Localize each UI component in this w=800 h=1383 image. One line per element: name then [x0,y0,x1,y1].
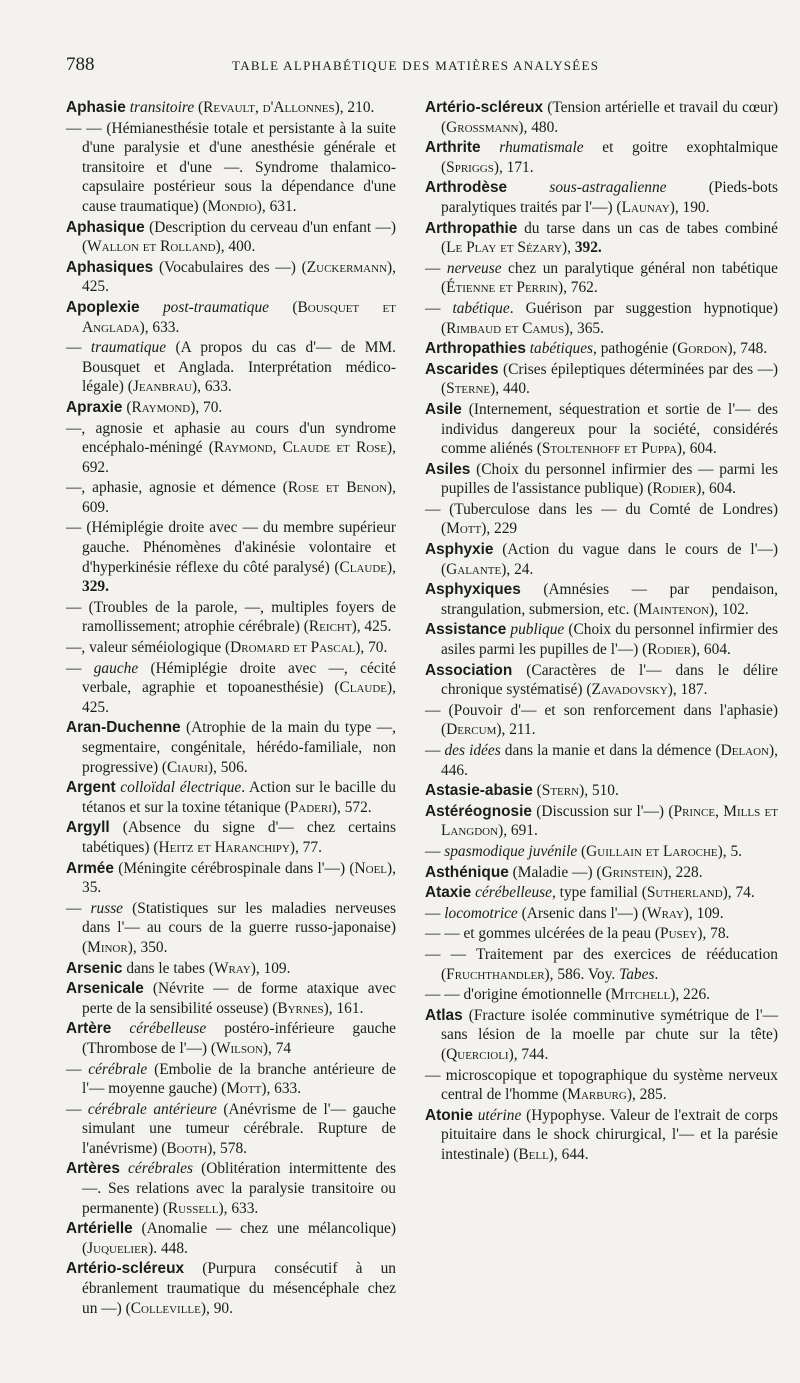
entry-text: cérébrales [128,1160,193,1178]
entry-author: Sterne [446,380,491,398]
entry-author: Noel [354,859,388,877]
entry-text [140,299,163,316]
entry-author: Mitchell [610,986,671,1004]
index-entry [425,1106,778,1165]
index-entry [66,478,396,517]
entry-text: ), 74 [262,1039,292,1057]
index-entry [425,400,778,459]
entry-text: Tabes [619,965,655,983]
page-number: 788 [66,54,95,75]
entry-text: ), 400. [215,238,256,256]
entry-text [481,139,500,156]
index-entry [425,661,778,700]
entry-text: ), 74. [722,884,755,902]
entry-author: Launay [621,198,670,216]
entry-text: (Embolie de la branche antérieure de l'— moyenne gauche) ( [82,1060,396,1098]
entry-text: ), 633. [192,378,232,396]
entry-headword: Atlas [425,1006,463,1024]
index-entry [66,979,396,1018]
entry-text: ), 644. [548,1145,589,1163]
entry-text: ), 425. [351,618,392,636]
entry-author: Wilson [215,1039,263,1057]
entry-headword: Asphyxiques [425,581,521,599]
index-entry [66,899,396,958]
entry-author: Minor [87,938,128,956]
index-entry [425,1006,778,1065]
entry-headword: Artère [66,1020,112,1038]
index-entry [66,119,396,217]
entry-text: (Statistiques sur les maladies nerveuses dans l'— au cours de la guerre russo-japonaise) ( [82,899,396,956]
entry-text: ), 5. [717,842,743,860]
entry-headword: Astasie-abasie [425,782,533,800]
index-entry [66,258,396,297]
entry-text: ), 161. [323,999,364,1017]
entry-text: (Anomalie — chez une mélancolique) ( [82,1220,396,1257]
entry-text: (Arsenic dans l'—) ( [517,904,648,922]
entry-text: (Action du vague dans le cours de l'—) ( [441,541,778,578]
entry-author: Jeanbrau [132,378,193,396]
entry-text: (Choix du personnel infirmier des — parmi les pupilles de l'assistance publique) ( [441,460,778,498]
entry-text: (Vocabulaires des —) ( [153,258,307,276]
index-entry [66,598,396,637]
entry-text: — [425,299,453,317]
entry-author: Zavadovsky [591,681,668,699]
entry-author: Byrnes [277,999,324,1017]
index-entry [425,945,778,984]
entry-author: Wray [213,959,251,977]
entry-text: — — (Hémianesthésie totale et persistante à la suite d'une paralysie et d'une anesthésie générale et transitoire et d'une —. Syndrome thalamico-capsulaire postérieur sous la dépendance d'une cause traumatique) ( [66,119,396,215]
index-entry [425,741,778,780]
entry-headword: Artérielle [66,1220,133,1238]
entry-text: — [66,1060,89,1078]
entry-text: (Description du cerveau d'un enfant —) ( [82,218,396,256]
entry-text: —, aphasie, agnosie et démence ( [66,479,288,497]
entry-author: Le Play et Sézary [446,239,563,257]
entry-text: cérébrale antérieure [87,1100,217,1118]
entry-text: tabétiques [529,340,594,358]
entry-text: ), 744. [508,1045,549,1063]
entry-author: Stern [541,782,580,800]
entry-text: ), 633. [218,1199,259,1217]
entry-author: Rodier [647,641,692,659]
entry-text: postéro-inférieure gauche (Thrombose de l'—) ( [82,1020,396,1057]
entry-author: Claude [339,558,388,576]
entry-headword: Artério-scléreux [425,99,544,116]
entry-text: utérine [477,1106,522,1124]
index-entry [425,904,778,924]
entry-headword: Apoplexie [66,298,140,316]
entry-headword: Asthénique [425,863,509,881]
entry-author: Sutherland [646,884,723,902]
entry-headword: Argent [66,779,116,797]
entry-text: dans la manie et dans la démence ( [500,742,721,759]
entry-text: (Absence du signe d'— chez certains tabétiques) ( [82,819,396,856]
index-entry [66,778,396,817]
index-entry [66,1219,396,1258]
entry-text: ), 748. [727,340,768,358]
entry-text: — [66,339,91,357]
entry-text: ), 446. [441,742,778,779]
index-entry [425,360,778,399]
index-entry [425,883,778,903]
entry-headword: Armée [66,859,114,877]
entry-author: Revault, d'Allonnes [203,99,335,116]
entry-headword: Asiles [425,460,471,478]
entry-text: (Névrite — de forme ataxique avec perte de la sensibilité osseuse) ( [82,980,396,1017]
entry-text: . Action sur le bacille du tétanos et sur la toxine tétanique ( [82,779,396,816]
entry-text: ), 90. [200,1299,233,1317]
entry-text: 392. [574,239,602,257]
entry-author: Claude [339,679,388,697]
entry-text: ), [387,558,396,576]
entry-text: ), 365. [564,319,604,337]
entry-text: ), 572. [331,798,372,816]
entry-text [111,1020,129,1037]
entry-author: Ciauri [167,758,208,776]
entry-headword: Aphasie [66,99,126,116]
entry-text: cérébelleuse [129,1020,207,1038]
entry-text: ), 210. [334,99,375,116]
entry-headword: Arsenic [66,959,123,977]
entry-text: et goitre exophtalmique ( [441,139,778,176]
entry-headword: Aphasiques [66,258,154,276]
entry-headword: Association [425,661,513,679]
entry-author: Juquelier [87,1239,149,1257]
index-entry [66,1060,396,1099]
entry-text: ), 350. [127,938,168,956]
entry-headword: Asphyxie [425,541,494,559]
entry-text: ), 425. [82,679,396,716]
entry-text: ), 633. [261,1080,302,1098]
entry-text: russe [90,899,124,917]
entry-author: Marburg [567,1086,627,1104]
entry-text: (Pieds-bots paralytiques traités par l'—) ( [441,179,778,216]
entry-author: Guillain et Laroche [586,842,718,860]
index-entry [425,781,778,801]
entry-text: — (Pouvoir d'— et son renforcement dans l'aphasie) ( [425,701,778,739]
entry-author: Maintenon [638,600,709,618]
entry-text: (Hémiplégie droite avec —, cécité verbale, agraphie et topoanesthésie) ( [82,659,396,697]
entry-text: dans le tabes ( [122,959,214,977]
entry-text: (Atrophie de la main du type —, segmentaire, congénitale, hérédo-familiale, non progressive) ( [82,719,396,776]
entry-text: ), 762. [557,279,598,297]
entry-author: Rose et Benon [287,479,388,497]
entry-text: ), 633. [139,318,180,336]
index-entry [66,419,396,478]
entry-author: Spriggs [446,158,494,176]
entry-headword: Ascarides [425,360,499,378]
entry-text: locomotrice [444,904,518,922]
index-entry [425,339,778,359]
index-entry [425,842,778,862]
entry-author: Gordon [677,340,728,358]
entry-text: ), 691. [498,822,538,840]
entry-text: ), 510. [579,782,619,800]
index-entry [425,460,778,499]
entry-text: (Méningite cérébrospinale dans l'—) ( [113,859,355,877]
entry-text: colloïdal électrique [120,779,242,797]
entry-author: Mott [226,1080,262,1098]
entry-text: ), 70. [355,639,388,657]
entry-text: ), 190. [669,198,710,216]
entry-author: Booth [166,1139,208,1157]
entry-text: ), 109. [683,904,724,922]
entry-headword: Arthropathies [425,340,526,358]
index-entry [66,659,396,718]
entry-text: — [425,259,447,277]
entry-text: (Amnésies — par pendaison, strangulation, submersion, etc. ( [441,581,778,618]
entry-text: ), 604. [676,440,717,458]
index-entry [66,1259,396,1318]
entry-text: — [66,899,91,917]
entry-text: ), 70. [190,398,223,416]
index-entry [66,638,396,658]
entry-text: des idées [444,742,501,759]
entry-text: ), [562,239,575,257]
entry-text: ), 440. [490,380,530,398]
entry-text: — [425,742,445,759]
entry-headword: Artério-scléreux [66,1260,185,1278]
index-entry [425,863,778,883]
entry-text: (Choix du personnel infirmier des asiles parmi les pupilles de l'—) ( [441,621,778,659]
entry-text: (A propos du cas d'— de MM. Bousquet et Anglada. Interprétation médico-légale) ( [82,339,396,396]
entry-text: ), 78. [697,925,730,943]
entry-text: (Crises épileptiques déterminées par des —) ( [441,360,778,398]
index-entry [66,718,396,777]
entry-author: Quercioli [446,1045,509,1063]
entry-text: (Hypophyse. Valeur de l'extrait de corps pituitaire dans le shock chirurgical, l'— et la parésie intestinale) ( [441,1106,778,1163]
index-entry [425,259,778,298]
entry-text: ( [269,298,298,316]
entry-author: Raymond [131,398,191,416]
entry-text: ), 109. [250,959,291,977]
entry-author: Raymond, Claude et Rose [213,439,388,457]
entry-text: — (Tuberculose dans les — du Comté de Londres) ( [425,500,778,538]
entry-text: — — Traitement par des exercices de rééducation ( [425,945,778,983]
entry-text: . Guérison par suggestion hypnotique) ( [441,299,778,337]
entry-text: (Discussion sur l'—) ( [531,802,674,820]
index-entry [425,924,778,944]
entry-text: publique [510,621,565,639]
entry-text: — [425,842,445,860]
index-entry [66,518,396,596]
index-entry [66,1159,396,1218]
left-column [66,98,396,1319]
entry-author: Stoltenhoff et Puppa [541,440,677,458]
index-entry [66,818,396,857]
entry-text: — (Hémiplégie droite avec — du membre supérieur gauche. Phénomènes d'akinésie volontaire et d'hyperkinésie réflexe du côté paralysé) ( [66,519,396,576]
index-entry [66,1100,396,1159]
entry-text: , type familial ( [551,884,647,902]
entry-headword: Arthropathie [425,219,518,237]
entry-headword: Assistance [425,621,507,639]
index-entry [425,540,778,579]
index-entry [66,959,396,979]
entry-author: Reichт [308,618,352,636]
entry-author: Grossmann [446,118,519,136]
entry-text: cérébrale [88,1060,148,1078]
entry-text: (Fracture isolée comminutive symétrique de l'— sans lésion de la moelle par chute sur la tête) ( [441,1006,778,1063]
entry-text [507,179,549,196]
entry-author: Fruchthandler [446,965,545,983]
page-header [66,54,786,84]
index-entry [66,218,396,257]
entry-text: ), 631. [256,197,297,215]
entry-text: nerveuse [446,259,502,277]
entry-text: chez un paralytique général non tabétique ( [441,259,778,297]
entry-headword: Artères [66,1160,120,1178]
entry-text [120,1160,128,1177]
entry-text: —, valeur séméiologique ( [66,639,231,657]
entry-text: ), 77. [289,838,322,856]
entry-text: ), 187. [667,681,708,699]
entry-text: ), 692. [82,439,396,476]
index-entry [425,299,778,338]
entry-author: Bousquet et Anglada [82,298,396,336]
entry-text: rhumatismale [499,139,584,157]
entry-author: Zuckermann [306,258,388,276]
index-entry [66,859,396,898]
index-entry [425,219,778,258]
entry-headword: Aran-Duchenne [66,719,181,737]
entry-headword: Arthrodèse [425,179,508,197]
entry-text: ), 480. [518,118,559,136]
entry-author: Wray [647,904,684,922]
entry-text: ), 604. [691,641,731,659]
index-entry [425,500,778,539]
entry-text: ( [122,398,132,416]
entry-text: ), 506. [207,758,248,776]
entry-text: (Tension artérielle et travail du cœur) ( [441,99,778,136]
entry-author: Rodier [652,480,697,498]
index-entry [66,338,396,397]
index-entry [425,580,778,619]
entry-headword: Atonie [425,1106,473,1124]
entry-text: sous-astragalienne [549,179,667,197]
entry-author: Galante [446,560,502,578]
entry-text: — microscopique et topographique du système nerveux central de l'homme ( [425,1066,778,1104]
entry-author: Pusey [660,925,698,943]
entry-headword: Argyll [66,819,110,837]
entry-text: — (Troubles de la parole, —, multiples foyers de ramollissement; atrophie cérébrale) ( [66,598,396,636]
entry-text: ). 448. [148,1239,188,1257]
entry-text: (Maladie —) ( [508,863,602,881]
entry-text: spasmodique juvénile [444,842,578,860]
entry-text: post-traumatique [162,298,269,316]
index-entry [425,1066,778,1105]
entry-text: ), 102. [709,600,749,618]
entry-text: (Caractères de l'— dans le délire chronique systématisé) ( [441,661,778,699]
index-entry [66,98,396,118]
entry-text: du tarse dans un cas de tabes combiné ( [441,219,778,257]
entry-text: ( [532,782,542,800]
index-entry [66,398,396,418]
entry-headword: Astéréognosie [425,802,532,820]
entry-text: (Purpura consécutif à un ébranlement traumatique du mésencéphale chez un —) ( [82,1260,396,1317]
entry-text: ), 226. [670,986,710,1004]
entry-author: Dercum [446,721,497,739]
entry-text: (Internement, séquestration et sortie de l'— des individus dangereux pour la société, considérés comme aliénés ( [441,400,778,458]
entry-author: Delaon [720,742,769,759]
index-entry [425,138,778,177]
entry-text: , pathogénie ( [593,340,678,358]
entry-text: ), 211. [496,721,536,739]
entry-text: 329. [82,578,109,596]
index-entry [425,701,778,740]
index-entry [425,620,778,659]
entry-author: Grinstein [601,863,663,881]
entry-text: traumatique [90,339,167,357]
entry-author: Heitz et Haranchipy [158,838,290,856]
entry-text: gauche [93,659,139,677]
entry-text: ( [577,842,587,860]
entry-text: — — d'origine émotionnelle ( [425,986,611,1004]
entry-text: — — et gommes ulcérées de la peau ( [425,925,661,943]
index-entry [66,1019,396,1058]
entry-text: ), 609. [82,479,396,516]
entry-text: ), 586. Voy. [544,965,620,983]
entry-text: ( [194,99,204,116]
entry-text: —, agnosie et aphasie au cours d'un syndrome encéphalo-méningé ( [66,419,396,457]
entry-text: ), 171. [493,158,534,176]
entry-text: ), 35. [82,859,396,897]
entry-text: — [425,904,445,922]
entry-text: cérébelleuse [475,884,552,902]
index-entry [66,298,396,337]
index-entry [425,802,778,841]
entry-author: Wallon et Rolland [87,238,216,256]
index-entry [425,98,778,137]
entry-author: Prince, Mills et Langdon [441,802,778,840]
entry-headword: Ataxie [425,884,472,902]
entry-text: — [66,1100,88,1118]
entry-author: Paderi [289,798,332,816]
entry-text: ), 285. [626,1086,667,1104]
entry-text: (Oblitération intermittente des —. Ses relations avec la paralysie transitoire ou permanente) ( [82,1160,396,1217]
entry-headword: Asile [425,400,462,418]
entry-text: ), 24. [501,560,534,578]
entry-text: . [654,965,659,983]
entry-author: Colleville [130,1299,201,1317]
entry-author: Dromard et Pascal [230,639,356,657]
index-entry [425,178,778,217]
entry-headword: Apraxie [66,398,123,416]
entry-text: (Anévrisme de l'— gauche simulant une tumeur cérébrale. Rupture de l'anévrisme) ( [82,1100,396,1157]
entry-text: — [66,659,94,677]
entry-text: transitoire [129,99,195,116]
entry-text: ), 229 [481,520,518,538]
entry-text: ), 228. [662,863,703,881]
entry-text: ), 578. [207,1139,247,1157]
entry-headword: Arthrite [425,139,481,157]
entry-author: Étienne et Perrin [446,279,558,297]
entry-author: Mott [446,520,482,538]
entry-text: tabétique [452,299,510,317]
entry-author: Russell [167,1199,219,1217]
entry-headword: Aphasique [66,218,145,236]
entry-text: ), 604. [696,480,736,498]
entry-author: Rimbaud et Camus [446,319,565,337]
entry-text: ), 425. [82,258,396,296]
index-entry [425,985,778,1005]
entry-author: Bell [518,1145,549,1163]
running-title: TABLE ALPHABÉTIQUE DES MATIÈRES ANALYSÉES [232,58,600,73]
entry-headword: Arsenicale [66,980,144,998]
right-column [425,98,778,1165]
entry-author: Mondio [207,197,257,215]
